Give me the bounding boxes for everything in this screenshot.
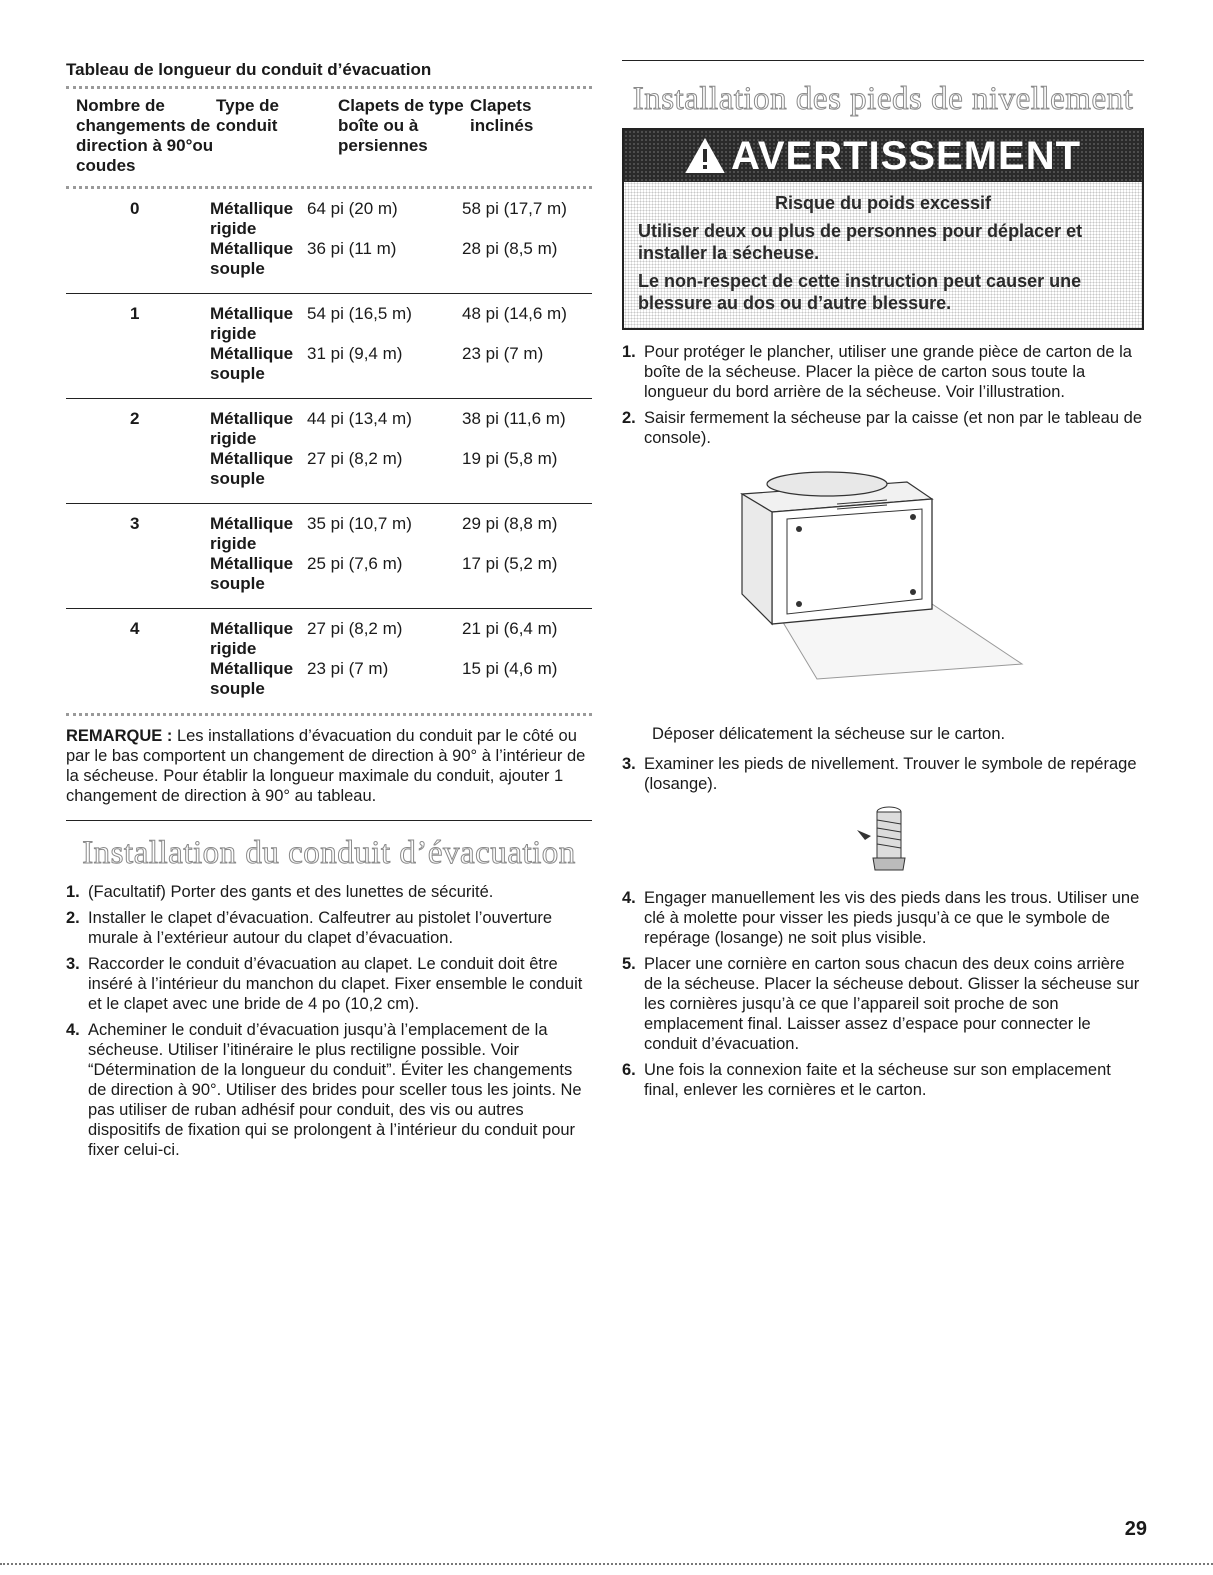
box-hood-length: 27 pi (8,2 m) <box>307 449 403 468</box>
table-row <box>66 608 592 713</box>
turns-count: 1 <box>130 304 140 323</box>
box-hood-length: 64 pi (20 m) <box>307 199 398 218</box>
leveling-step <box>622 888 1144 948</box>
box-hood-length: 25 pi (7,6 m) <box>307 554 403 573</box>
step-number: 1. <box>66 883 80 901</box>
angled-hood-length: 48 pi (14,6 m) <box>462 304 567 323</box>
leveling-step <box>622 342 1144 402</box>
duct-type: Métallique rigide <box>210 619 294 658</box>
duct-type: Métallique souple <box>210 449 294 488</box>
step-text: Raccorder le conduit d’évacuation au clapet. Le conduit doit être inséré à l’intérieur du manchon du clapet. Fixer ensemble le conduit et le clapet avec une bride de 4 po (10,2 cm). <box>88 955 583 1013</box>
step-number: 4. <box>622 889 636 907</box>
duct-type-row <box>210 304 592 344</box>
warning-consequence: Le non-respect de cette instruction peut causer une blessure au dos ou d’autre blessure. <box>638 271 1082 313</box>
step-number: 1. <box>622 343 636 361</box>
leveling-step <box>622 954 1144 1054</box>
leveling-section-title: Installation des pieds de nivellement <box>632 81 1134 117</box>
duct-type: Métallique rigide <box>210 199 294 238</box>
duct-type: Métallique rigide <box>210 304 294 343</box>
duct-type-row <box>210 199 592 239</box>
box-hood-length: 54 pi (16,5 m) <box>307 304 412 323</box>
duct-type: Métallique souple <box>210 344 294 383</box>
right-top-rule <box>622 60 1144 61</box>
section-divider <box>66 820 592 821</box>
angled-hood-length: 21 pi (6,4 m) <box>462 619 558 638</box>
footer-rule <box>0 1563 1213 1565</box>
step-text: Une fois la connexion faite et la sécheuse sur son emplacement final, enlever les cornières et le carton. <box>644 1061 1111 1099</box>
leveling-steps-b <box>622 754 1144 794</box>
angled-hood-length: 15 pi (4,6 m) <box>462 659 558 678</box>
table-title: Tableau de longueur du conduit d’évacuation <box>66 60 432 79</box>
table-row <box>66 503 592 608</box>
duct-type: Métallique souple <box>210 239 294 278</box>
page-number: 29 <box>1124 1518 1147 1540</box>
angled-hood-length: 28 pi (8,5 m) <box>462 239 558 258</box>
warning-header <box>624 130 1142 182</box>
angled-hood-length: 58 pi (17,7 m) <box>462 199 567 218</box>
exhaust-section-title: Installation du conduit d’évacuation <box>82 835 576 871</box>
table-bottom-rule <box>66 713 592 716</box>
leveling-step <box>622 1060 1144 1100</box>
step-text: Acheminer le conduit d’évacuation jusqu’à l’emplacement de la sécheuse. Utiliser l’itinéraire le plus rectiligne possible. Voir “Détermination de la longueur du conduit”. Éviter les changements de direction à 90°. Utiliser des brides pour sceller tous les joints. Ne pas utiliser de ruban adhésif pour conduit, des vis ou autres dispositifs de fixation qui se prolongent à l’intérieur du conduit pour fixer celui-ci. <box>88 1021 582 1159</box>
step-number: 2. <box>66 909 80 927</box>
warning-instruction: Utiliser deux ou plus de personnes pour déplacer et installer la sécheuse. <box>638 221 1083 263</box>
angled-hood-length: 17 pi (5,2 m) <box>462 554 558 573</box>
note-label: REMARQUE : <box>66 727 173 745</box>
step-number: 3. <box>622 755 636 773</box>
table-row <box>66 398 592 503</box>
note-text: Les installations d’évacuation du conduit par le côté ou par le bas comportent un changement de direction à 90° à l’intérieur de la sécheuse. Pour établir la longueur maximale du conduit, ajouter 1 changement de direction à 90° au tableau. <box>66 727 586 805</box>
left-column <box>66 60 592 1166</box>
exhaust-step <box>66 954 592 1014</box>
step-text: Installer le clapet d’évacuation. Calfeutrer au pistolet l’ouverture murale à l’extérieur autour du clapet d’évacuation. <box>88 909 553 947</box>
turns-count: 2 <box>130 409 140 428</box>
duct-type-row <box>210 344 592 384</box>
step-text: Placer une cornière en carton sous chacun des deux coins arrière de la sécheuse. Placer la sécheuse debout. Glisser la sécheuse sur les cornières jusqu’à ce que l’appareil soit proche de son emplacement final. Laisser assez d’espace pour connecter le conduit d’évacuation. <box>644 955 1140 1053</box>
header-turns: Nombre de changements de direction à 90°ou coudes <box>76 96 214 175</box>
box-hood-length: 44 pi (13,4 m) <box>307 409 412 428</box>
leveling-steps-c <box>622 888 1144 1100</box>
duct-type: Métallique souple <box>210 554 294 593</box>
note-paragraph <box>66 726 592 806</box>
leveling-step <box>622 754 1144 794</box>
duct-type-row <box>210 514 592 554</box>
box-hood-length: 35 pi (10,7 m) <box>307 514 412 533</box>
warning-heading: AVERTISSEMENT <box>730 133 1082 178</box>
warning-triangle-icon <box>685 138 725 174</box>
step-text: (Facultatif) Porter des gants et des lunettes de sécurité. <box>88 883 494 901</box>
step-text: Pour protéger le plancher, utiliser une grande pièce de carton de la boîte de la sécheuse. Placer la pièce de carton sous toute la longueur du bord arrière de la sécheuse. Voir l’illustration. <box>644 343 1132 401</box>
leveling-steps-a <box>622 342 1144 448</box>
duct-type-row <box>210 554 592 594</box>
warning-body <box>624 182 1142 328</box>
table-row <box>66 189 592 293</box>
step-number: 6. <box>622 1061 636 1079</box>
duct-type: Métallique souple <box>210 659 294 698</box>
exhaust-step <box>66 882 592 902</box>
step-number: 5. <box>622 955 636 973</box>
warning-hazard: Risque du poids excessif <box>774 193 992 213</box>
duct-type-row <box>210 449 592 489</box>
turns-count: 0 <box>130 199 140 218</box>
header-angled-hoods: Clapets inclinés <box>470 96 534 135</box>
step-text: Saisir fermement la sécheuse par la caisse (et non par le tableau de console). <box>644 409 1143 447</box>
angled-hood-length: 19 pi (5,8 m) <box>462 449 558 468</box>
exhaust-steps-list <box>66 882 592 1160</box>
header-duct-type: Type de conduit <box>216 96 279 135</box>
duct-type-row <box>210 659 592 699</box>
header-box-hoods: Clapets de type boîte ou à persiennes <box>338 96 464 155</box>
step-text: Engager manuellement les vis des pieds dans les trous. Utiliser une clé à molette pour visser les pieds jusqu’à ce que le symbole de repérage (losange) ne soit plus visible. <box>644 889 1140 947</box>
box-hood-length: 31 pi (9,4 m) <box>307 344 403 363</box>
warning-box <box>622 128 1144 330</box>
leveling-leg-illustration <box>847 800 927 880</box>
illustration-caption: Déposer délicatement la sécheuse sur le carton. <box>652 725 1006 743</box>
duct-type-row <box>210 409 592 449</box>
leveling-step <box>622 408 1144 448</box>
duct-type-row <box>210 619 592 659</box>
turns-count: 4 <box>130 619 140 638</box>
angled-hood-length: 23 pi (7 m) <box>462 344 544 363</box>
table-header <box>66 89 592 186</box>
table-body <box>66 189 592 713</box>
step-number: 4. <box>66 1021 80 1039</box>
angled-hood-length: 38 pi (11,6 m) <box>462 409 566 428</box>
dryer-on-cardboard-illustration <box>727 454 1027 714</box>
angled-hood-length: 29 pi (8,8 m) <box>462 514 558 533</box>
step-text: Examiner les pieds de nivellement. Trouver le symbole de repérage (losange). <box>644 755 1137 793</box>
exhaust-step <box>66 908 592 948</box>
turns-count: 3 <box>130 514 140 533</box>
box-hood-length: 36 pi (11 m) <box>307 239 397 258</box>
duct-type: Métallique rigide <box>210 409 294 448</box>
duct-type-row <box>210 239 592 279</box>
step-number: 3. <box>66 955 80 973</box>
step-number: 2. <box>622 409 636 427</box>
duct-type: Métallique rigide <box>210 514 294 553</box>
box-hood-length: 23 pi (7 m) <box>307 659 389 678</box>
box-hood-length: 27 pi (8,2 m) <box>307 619 403 638</box>
right-column <box>622 60 1144 1106</box>
exhaust-step <box>66 1020 592 1160</box>
table-row <box>66 293 592 398</box>
